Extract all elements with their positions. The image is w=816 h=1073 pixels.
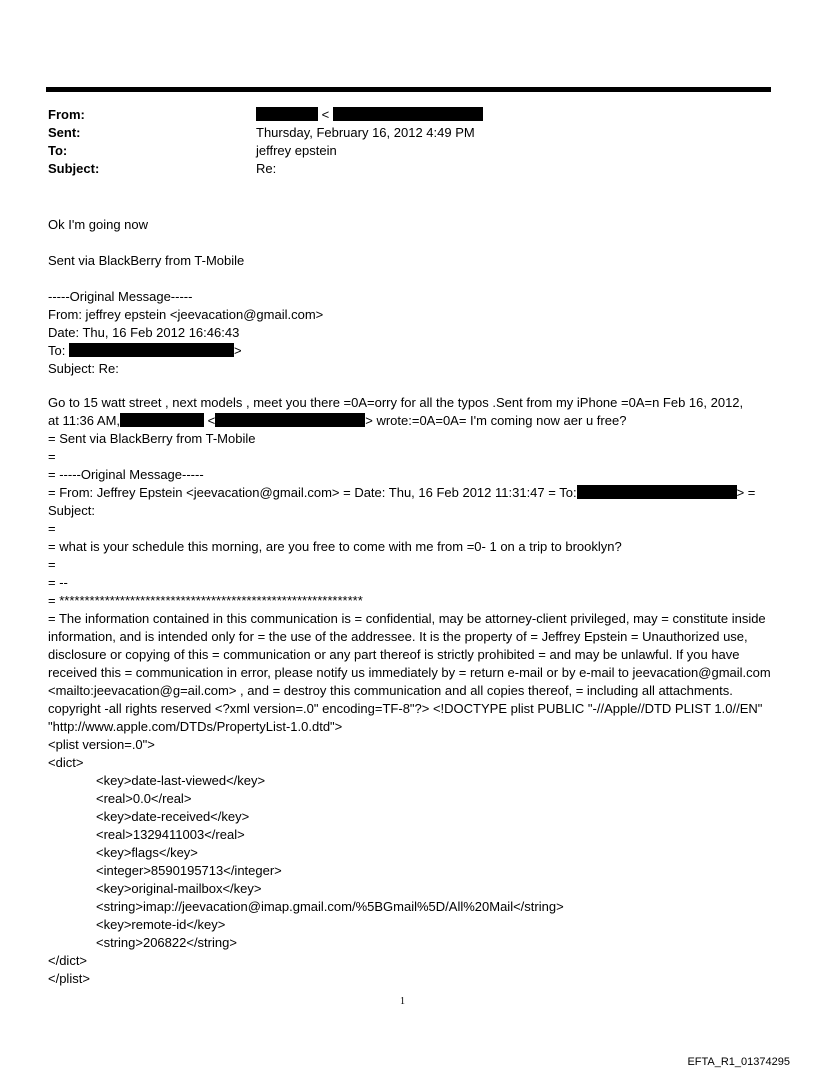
- body-line: =: [48, 521, 56, 536]
- xml-line: <key>date-last-viewed</key>: [96, 773, 266, 788]
- text-fragment: at 11:36 AM,: [48, 413, 121, 428]
- body-line: =: [48, 557, 56, 572]
- redaction-block: [120, 413, 204, 427]
- text-fragment: = From: Jeffrey Epstein <jeevacation@gmail.com> = Date: Thu, 16 Feb 2012 11:31:47 = To:: [48, 485, 577, 500]
- page-number: 1: [400, 996, 405, 1007]
- body-line: Subject:: [48, 503, 95, 518]
- xml-line: <string>206822</string>: [96, 935, 237, 950]
- xml-line: <key>flags</key>: [96, 845, 198, 860]
- sent-label: Sent:: [48, 125, 81, 140]
- text-fragment: <: [207, 413, 216, 428]
- xml-line: <key>date-received</key>: [96, 809, 250, 824]
- body-line: = what is your schedule this morning, are you free to come with me from =0- 1 on a trip to brooklyn?: [48, 539, 622, 554]
- message-signature: [48, 252, 778, 270]
- xml-line: <plist version=.0">: [48, 737, 155, 752]
- original-message-1: [48, 288, 778, 378]
- body-line: = ************************************************************: [48, 593, 363, 608]
- body-line: [48, 412, 778, 430]
- email-header: [48, 106, 483, 178]
- redaction-block: [69, 343, 234, 357]
- body-line: Ok I'm going now: [48, 217, 149, 232]
- from-label: From:: [48, 107, 85, 122]
- to-suffix: >: [233, 343, 242, 358]
- body-line: -----Original Message-----: [48, 289, 193, 304]
- body-line: [48, 484, 778, 502]
- redaction-block: [256, 107, 318, 121]
- subject-label: Subject:: [48, 161, 100, 176]
- from-row: [48, 106, 483, 124]
- redaction-block: [333, 107, 483, 121]
- xml-line: <dict>: [48, 755, 84, 770]
- to-value: jeffrey epstein: [256, 143, 337, 158]
- body-line: Go to 15 watt street , next models , meet you there =0A=orry for all the typos .Sent from my iPhone =0A=n Feb 16, 2012,: [48, 395, 744, 410]
- sent-value: Thursday, February 16, 2012 4:49 PM: [256, 125, 475, 140]
- text-fragment: > wrote:=0A=0A= I'm coming now aer u free?: [365, 413, 627, 428]
- to-prefix: To:: [48, 343, 69, 358]
- redaction-block: [577, 485, 737, 499]
- text-fragment: > =: [736, 485, 756, 500]
- xml-line: <key>original-mailbox</key>: [96, 881, 262, 896]
- body-line: Date: Thu, 16 Feb 2012 16:46:43: [48, 325, 240, 340]
- xml-line: </dict>: [48, 953, 88, 968]
- body-line: From: jeffrey epstein <jeevacation@gmail.com>: [48, 307, 324, 322]
- reply-thread: [48, 394, 778, 988]
- from-separator: <: [321, 107, 330, 122]
- body-line: Subject: Re:: [48, 361, 119, 376]
- xml-line: <key>remote-id</key>: [96, 917, 226, 932]
- xml-line: <real>0.0</real>: [96, 791, 192, 806]
- body-line: =: [48, 449, 56, 464]
- body-line: [48, 342, 778, 360]
- xml-line: <integer>8590195713</integer>: [96, 863, 282, 878]
- redaction-block: [215, 413, 365, 427]
- subject-value: Re:: [256, 161, 277, 176]
- xml-line: <real>1329411003</real>: [96, 827, 245, 842]
- body-line: = --: [48, 575, 68, 590]
- to-row: [48, 142, 483, 160]
- from-value: [256, 106, 483, 124]
- message-body: [48, 216, 778, 234]
- body-line: = -----Original Message-----: [48, 467, 204, 482]
- disclaimer-paragraph: = The information contained in this communication is = confidential, may be attorney-client privileged, may = constitute inside information, and is intended only for = the use of the addressee. It is the property of = Jeffrey Epstein = Unauthorized use, disclosure or copying of this = communication or any part thereof is strictly prohibited = and may be unlawful. If you have received this = communication in error, please notify us immediately by = return e-mail or by e-mail to jeevacation@gmail.com <mailto:jeevacation@g=ail.com> , and = destroy this communication and all copies thereof, = including all attachments. copyright -all rights reserved <?xml version=.0" encoding=TF-8"?> <!DOCTYPE plist PUBLIC "-//Apple//DTD PLIST 1.0//EN" "http://www.apple.com/DTDs/PropertyList-1.0.dtd">: [48, 611, 771, 734]
- body-line: Sent via BlackBerry from T-Mobile: [48, 253, 245, 268]
- subject-row: [48, 160, 483, 178]
- body-line: = Sent via BlackBerry from T-Mobile: [48, 431, 256, 446]
- sent-row: [48, 124, 483, 142]
- bates-number: EFTA_R1_01374295: [687, 1056, 790, 1068]
- header-rule: [46, 87, 771, 92]
- xml-line: <string>imap://jeevacation@imap.gmail.com/%5BGmail%5D/All%20Mail</string>: [96, 899, 564, 914]
- to-label: To:: [48, 143, 68, 158]
- xml-line: </plist>: [48, 971, 90, 986]
